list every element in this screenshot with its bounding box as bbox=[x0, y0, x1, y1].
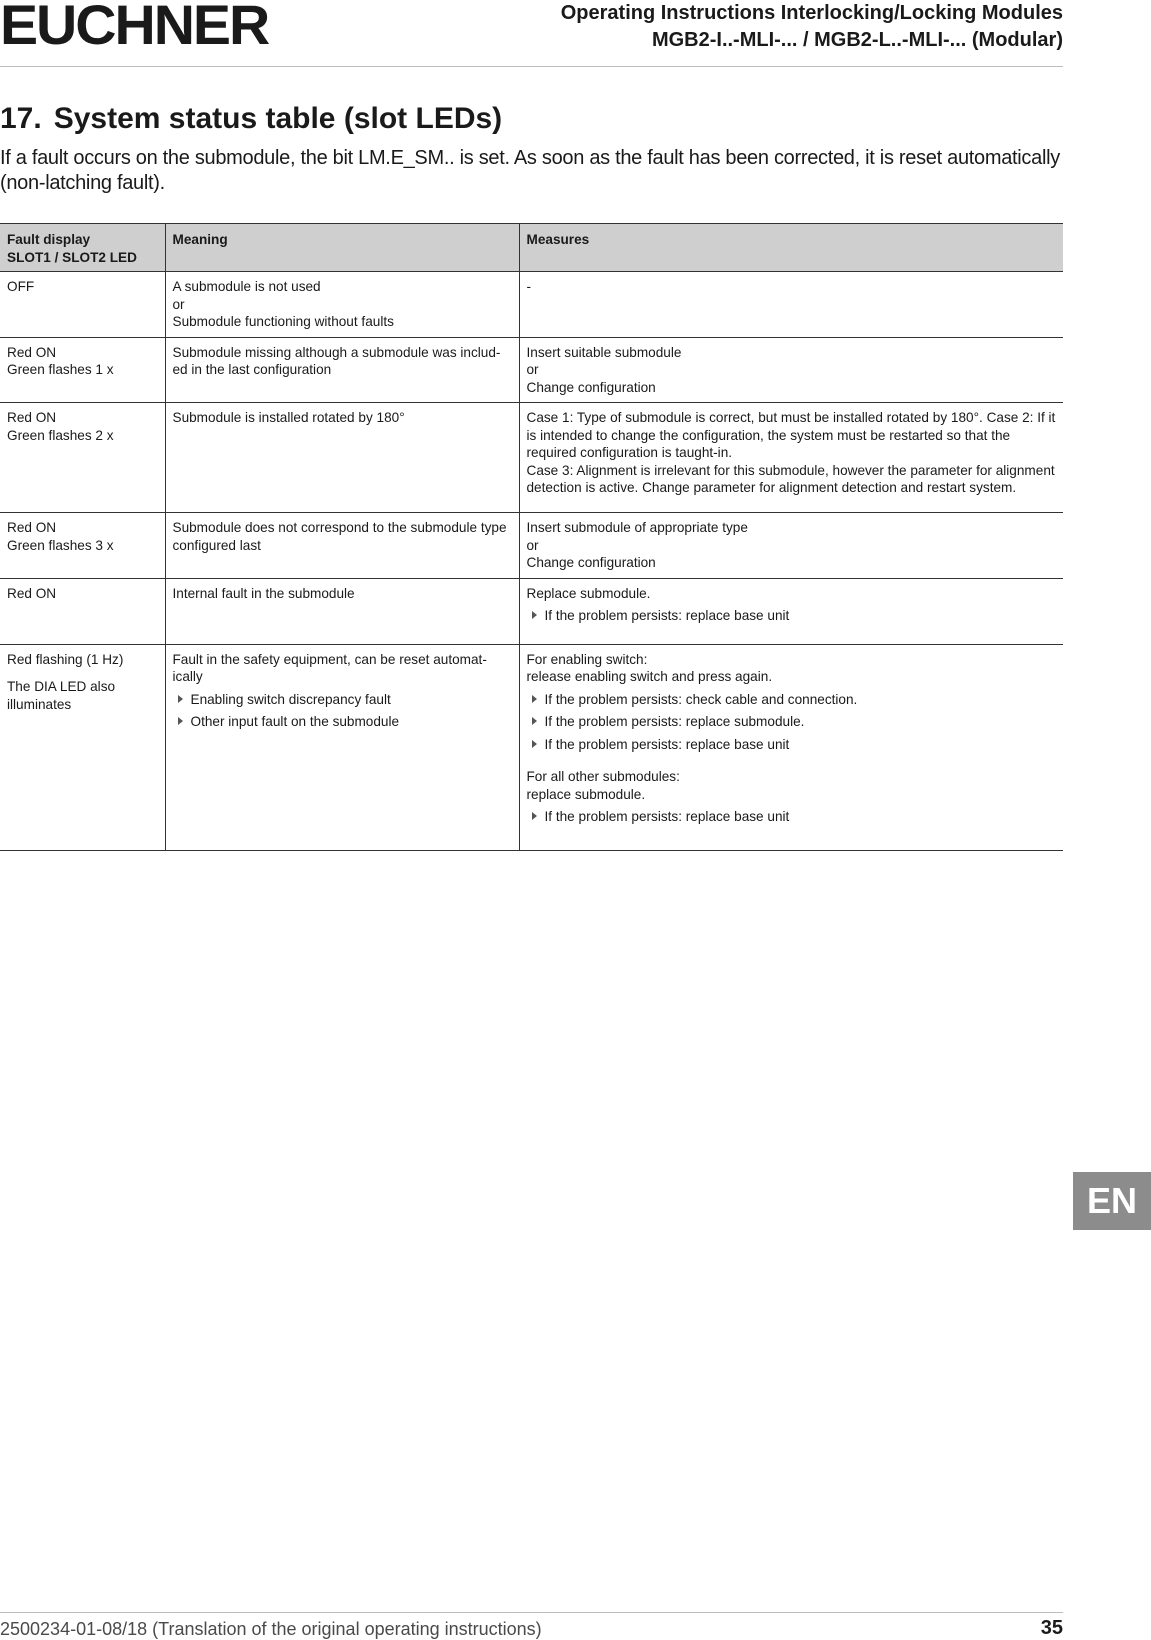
bullet-arrow-icon bbox=[532, 717, 537, 725]
bullet-arrow-icon bbox=[178, 695, 183, 703]
meaning-bullet: Other input fault on the submodule bbox=[173, 713, 512, 731]
fault-display-cell: OFF bbox=[0, 272, 165, 338]
measure-bullet: If the problem persists: replace base unit bbox=[527, 808, 1057, 826]
fault-display-cell: Red ON Green flashes 1 x bbox=[0, 337, 165, 403]
table-row bbox=[0, 578, 1063, 644]
fault-display-cell: Red ON bbox=[0, 578, 165, 644]
section-intro: If a fault occurs on the submodule, the bit LM.E_SM.. is set. As soon as the fault has been corrected, it is reset automatically (non-latching fault). bbox=[0, 147, 1060, 194]
measures-cell: Case 1: Type of submodule is correct, but must be installed rotated by 180°. Case 2: If it is intended to change the configuration, the system must be restarted so that the required configuration is taught-in. Case 3: Alignment is irrelevant for this submodule, however the parameter for alignment detection is active. Change parameter for alignment detection and restart system. bbox=[519, 403, 1063, 513]
measure-bullet: If the problem persists: replace base unit bbox=[527, 607, 1057, 625]
table-row bbox=[0, 272, 1063, 338]
header-fault-display: Fault display SLOT1 / SLOT2 LED bbox=[0, 224, 165, 272]
meaning-cell: Submodule does not correspond to the submodule type configured last bbox=[165, 513, 519, 579]
header-meaning: Meaning bbox=[165, 224, 519, 272]
meaning-cell: Fault in the safety equipment, can be reset automat-ically Enabling switch discrepancy fault Other input fault on the submodule bbox=[165, 644, 519, 850]
bullet-arrow-icon bbox=[532, 740, 537, 748]
measures-cell: Replace submodule. If the problem persists: replace base unit bbox=[519, 578, 1063, 644]
footer-divider bbox=[0, 1612, 1063, 1613]
meaning-cell: A submodule is not used or Submodule functioning without faults bbox=[165, 272, 519, 338]
measure-bullet: If the problem persists: check cable and connection. bbox=[527, 691, 1057, 709]
table-row bbox=[0, 513, 1063, 579]
measure-bullet: If the problem persists: replace base unit bbox=[527, 736, 1057, 754]
bullet-arrow-icon bbox=[178, 717, 183, 725]
bullet-arrow-icon bbox=[532, 611, 537, 619]
bullet-arrow-icon bbox=[532, 812, 537, 820]
table-row bbox=[0, 337, 1063, 403]
header-measures: Measures bbox=[519, 224, 1063, 272]
table-row bbox=[0, 403, 1063, 513]
language-tab: EN bbox=[1073, 1172, 1151, 1230]
table-row bbox=[0, 644, 1063, 850]
measures-cell: - bbox=[519, 272, 1063, 338]
measures-cell: For enabling switch: release enabling switch and press again. If the problem persists: check cable and connection. If the problem persists: replace submodule. If the problem persists: replace base unit For all other submodules: replace submodule. If the problem persists: replace base unit bbox=[519, 644, 1063, 850]
system-status-table bbox=[0, 223, 1063, 851]
section-title: System status table (slot LEDs) bbox=[53, 102, 503, 135]
fault-display-cell: Red flashing (1 Hz) The DIA LED also illuminates bbox=[0, 644, 165, 850]
meaning-cell: Submodule is installed rotated by 180° bbox=[165, 403, 519, 513]
header-divider bbox=[0, 66, 1063, 67]
section-heading bbox=[0, 100, 502, 138]
section-number: 17. bbox=[0, 102, 42, 135]
table-header-row bbox=[0, 224, 1063, 272]
meaning-bullet: Enabling switch discrepancy fault bbox=[173, 691, 512, 709]
document-title bbox=[561, 0, 1063, 54]
document-title-line1: Operating Instructions Interlocking/Locking Modules bbox=[560, 2, 1063, 24]
footer-doc-reference: 2500234-01-08/18 (Translation of the original operating instructions) bbox=[0, 1619, 542, 1639]
meaning-cell: Submodule missing although a submodule was includ-ed in the last configuration bbox=[165, 337, 519, 403]
fault-display-cell: Red ON Green flashes 2 x bbox=[0, 403, 165, 513]
measure-bullet: If the problem persists: replace submodule. bbox=[527, 713, 1057, 731]
measures-cell: Insert submodule of appropriate type or Change configuration bbox=[519, 513, 1063, 579]
meaning-cell: Internal fault in the submodule bbox=[165, 578, 519, 644]
fault-display-cell: Red ON Green flashes 3 x bbox=[0, 513, 165, 579]
page-number: 35 bbox=[1040, 1617, 1063, 1639]
bullet-arrow-icon bbox=[532, 695, 537, 703]
euchner-logo: EUCHNER bbox=[0, 0, 269, 56]
document-title-line2: MGB2-I..-MLI-... / MGB2-L..-MLI-... (Modular) bbox=[651, 29, 1063, 51]
measures-cell: Insert suitable submodule or Change configuration bbox=[519, 337, 1063, 403]
